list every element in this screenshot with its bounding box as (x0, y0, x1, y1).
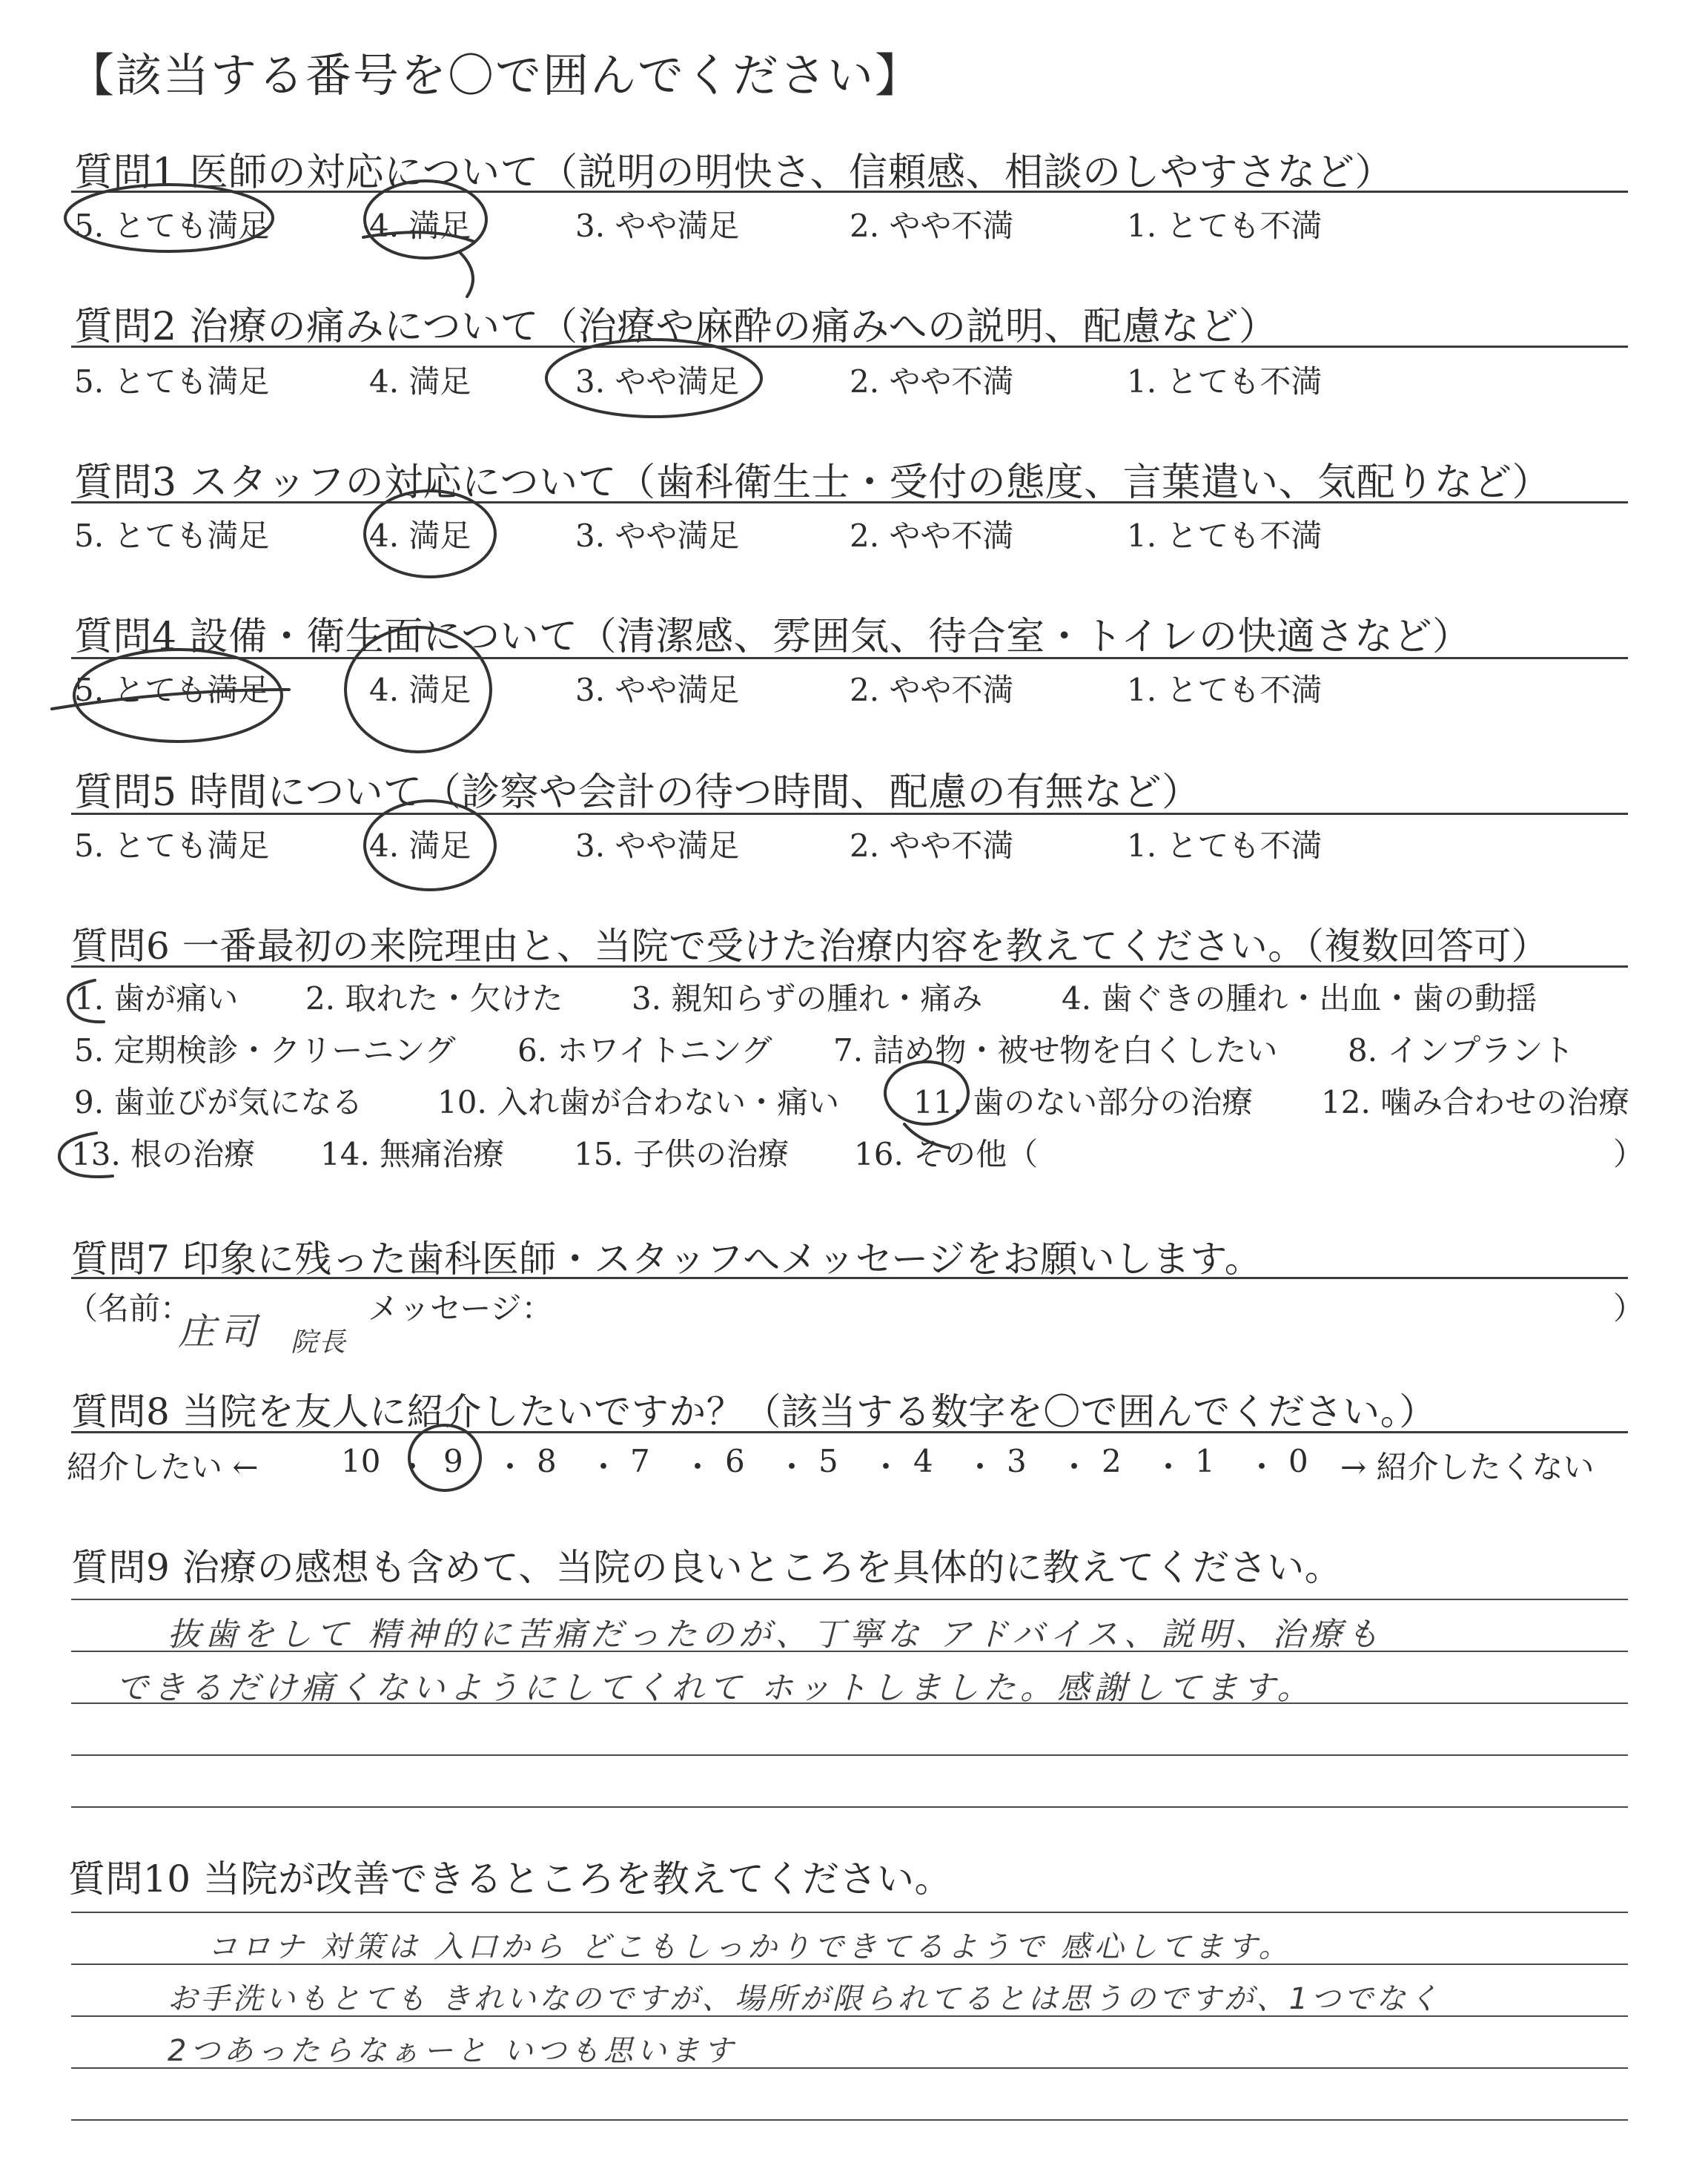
q1-tail-mark (460, 252, 473, 297)
question-7-title: 質問7 印象に残った歯科医師・スタッフへメッセージをお願いします。 (71, 1238, 1262, 1281)
q2-option-5[interactable]: 5. とても満足 (74, 363, 270, 400)
scale-value-1[interactable]: 1 (1195, 1443, 1215, 1479)
scale-value-5[interactable]: 5 (818, 1443, 838, 1479)
question-4-title: 質問4 設備・衛生面について（清潔感、雰囲気、待合室・トイレの快適さなど） (74, 615, 1472, 659)
divider (71, 1431, 1628, 1433)
divider (71, 965, 1628, 968)
divider (71, 1277, 1628, 1279)
q1-option-2[interactable]: 2. やや不満 (850, 208, 1014, 244)
q5-option-3[interactable]: 3. やや満足 (575, 828, 740, 864)
divider (71, 191, 1628, 193)
q6-option-1[interactable]: 1. 歯が痛い (74, 980, 239, 1017)
q6-option-15[interactable]: 15. 子供の治療 (574, 1136, 790, 1172)
scale-value-3[interactable]: 3 (1007, 1443, 1027, 1479)
scale-separator: ・ (776, 1449, 808, 1485)
q5-option-1[interactable]: 1. とても不満 (1127, 828, 1323, 864)
recommend-left-label: 紹介したい ← (67, 1449, 259, 1485)
scale-value-6[interactable]: 6 (725, 1443, 745, 1479)
q2-option-3[interactable]: 3. やや満足 (575, 363, 740, 400)
name-label: （名前： (67, 1290, 192, 1327)
q3-option-2[interactable]: 2. やや不満 (850, 518, 1014, 554)
q2-option-2[interactable]: 2. やや不満 (850, 363, 1014, 400)
q4-option-1[interactable]: 1. とても不満 (1127, 672, 1323, 708)
q6-option-10[interactable]: 10. 入れ歯が合わない・痛い (437, 1084, 840, 1120)
recommend-right-label: → 紹介したくない (1340, 1449, 1595, 1485)
scale-separator: ・ (682, 1449, 714, 1485)
question-5-title: 質問5 時間について（診察や会計の待つ時間、配慮の有無など） (74, 770, 1201, 815)
divider (71, 501, 1628, 503)
q6-option-14[interactable]: 14. 無痛治療 (320, 1136, 505, 1172)
scale-separator: ・ (494, 1449, 526, 1485)
question-8-title: 質問8 当院を友人に紹介したいですか？（該当する数字を〇で囲んでください。） (71, 1390, 1437, 1433)
scale-separator: ・ (1246, 1449, 1278, 1485)
q2-option-1[interactable]: 1. とても不満 (1127, 363, 1323, 400)
q6-close-paren: ） (1613, 1136, 1645, 1172)
question-3-title: 質問3 スタッフの対応について（歯科衛生士・受付の態度、言葉遣い、気配りなど） (74, 460, 1552, 505)
scale-separator: ・ (964, 1449, 996, 1485)
scale-separator: ・ (397, 1449, 428, 1485)
q3-option-5[interactable]: 5. とても満足 (74, 518, 270, 554)
answer-line (71, 1912, 1628, 1913)
divider (71, 346, 1628, 348)
q1-option-3[interactable]: 3. やや満足 (575, 208, 740, 244)
question-9-title: 質問9 治療の感想も含めて、当院の良いところを具体的に教えてください。 (71, 1546, 1343, 1589)
q6-option-8[interactable]: 8. インプラント (1348, 1032, 1575, 1069)
q6-option-3[interactable]: 3. 親知らずの腫れ・痛み (632, 980, 983, 1017)
q6-option-5[interactable]: 5. 定期検診・クリーニング (74, 1032, 456, 1069)
scale-separator: ・ (1153, 1449, 1185, 1485)
q9-answer-line-1[interactable]: 抜歯をして 精神的に苦痛だったのが、丁寧な アドバイス、説明、治療も (168, 1616, 1383, 1654)
question-10-title: 質問10 当院が改善できるところを教えてください。 (68, 1857, 953, 1900)
question-6-title: 質問6 一番最初の来院理由と、当院で受けた治療内容を教えてください。（複数回答可） (71, 925, 1549, 968)
scale-value-9[interactable]: 9 (443, 1443, 463, 1479)
q10-answer-line-3[interactable]: 2つあったらなぁーと いつも思います (168, 2034, 737, 2068)
q4-option-5[interactable]: 5. とても満足 (74, 672, 270, 708)
q6-option-7[interactable]: 7. 詰め物・被せ物を白くしたい (833, 1032, 1278, 1069)
q6-option-4[interactable]: 4. 歯ぐきの腫れ・出血・歯の動揺 (1062, 980, 1537, 1017)
scale-value-2[interactable]: 2 (1102, 1443, 1122, 1479)
q3-option-3[interactable]: 3. やや満足 (575, 518, 740, 554)
scale-separator: ・ (588, 1449, 620, 1485)
answer-line (71, 1599, 1628, 1600)
divider (71, 657, 1628, 659)
q10-answer-line-1[interactable]: コロナ 対策は 入口から どこもしっかりできてるようで 感心してます。 (208, 1930, 1292, 1964)
scale-value-7[interactable]: 7 (630, 1443, 650, 1479)
q2-option-4[interactable]: 4. 満足 (369, 363, 471, 400)
question-1-title: 質問1 医師の対応について（説明の明快さ、信頼感、相談のしやすさなど） (74, 151, 1394, 195)
q4-option-3[interactable]: 3. やや満足 (575, 672, 740, 708)
scale-separator: ・ (870, 1449, 902, 1485)
q7-close-paren: ） (1613, 1290, 1645, 1327)
q5-option-5[interactable]: 5. とても満足 (74, 828, 270, 864)
scale-value-10[interactable]: 10 (341, 1443, 381, 1479)
q5-option-2[interactable]: 2. やや不満 (850, 828, 1014, 864)
name-suffix: 院長 (291, 1327, 348, 1358)
scale-value-4[interactable]: 4 (913, 1443, 933, 1479)
q6-option-2[interactable]: 2. 取れた・欠けた (305, 980, 563, 1017)
divider (71, 813, 1628, 815)
q1-option-5[interactable]: 5. とても満足 (74, 208, 270, 244)
answer-line (71, 1806, 1628, 1808)
scale-value-8[interactable]: 8 (537, 1443, 557, 1479)
scale-value-0[interactable]: 0 (1288, 1443, 1308, 1479)
q6-option-11[interactable]: 11. 歯のない部分の治療 (913, 1084, 1254, 1120)
scale-separator: ・ (1059, 1449, 1090, 1485)
q4-option-2[interactable]: 2. やや不満 (850, 672, 1014, 708)
q6-option-13[interactable]: 13. 根の治療 (71, 1136, 256, 1172)
form-header: 【該当する番号を〇で囲んでください】 (68, 48, 923, 102)
q6-option-16[interactable]: 16. その他（ (854, 1136, 1039, 1172)
q6-option-6[interactable]: 6. ホワイトニング (517, 1032, 772, 1069)
q1-option-1[interactable]: 1. とても不満 (1127, 208, 1323, 244)
message-label: メッセージ： (368, 1290, 553, 1327)
q1-option-4[interactable]: 4. 満足 (369, 208, 471, 244)
name-value[interactable]: 庄司 (178, 1310, 261, 1353)
q3-option-1[interactable]: 1. とても不満 (1127, 518, 1323, 554)
q3-option-4[interactable]: 4. 満足 (369, 518, 471, 554)
answer-line (71, 1754, 1628, 1756)
answer-line (71, 2119, 1628, 2121)
q5-option-4[interactable]: 4. 満足 (369, 828, 471, 864)
q6-option-12[interactable]: 12. 噛み合わせの治療 (1321, 1084, 1630, 1120)
q6-option-9[interactable]: 9. 歯並びが気になる (74, 1084, 363, 1120)
q4-option-4[interactable]: 4. 満足 (369, 672, 471, 708)
q10-answer-line-2[interactable]: お手洗いもとても きれいなのですが、場所が限られてるとは思うのですが、1つでなく (168, 1982, 1442, 2016)
q9-answer-line-2[interactable]: できるだけ痛くないようにしてくれて ホットしました。感謝してます。 (116, 1669, 1314, 1707)
question-2-title: 質問2 治療の痛みについて（治療や麻酔の痛みへの説明、配慮など） (74, 305, 1278, 349)
